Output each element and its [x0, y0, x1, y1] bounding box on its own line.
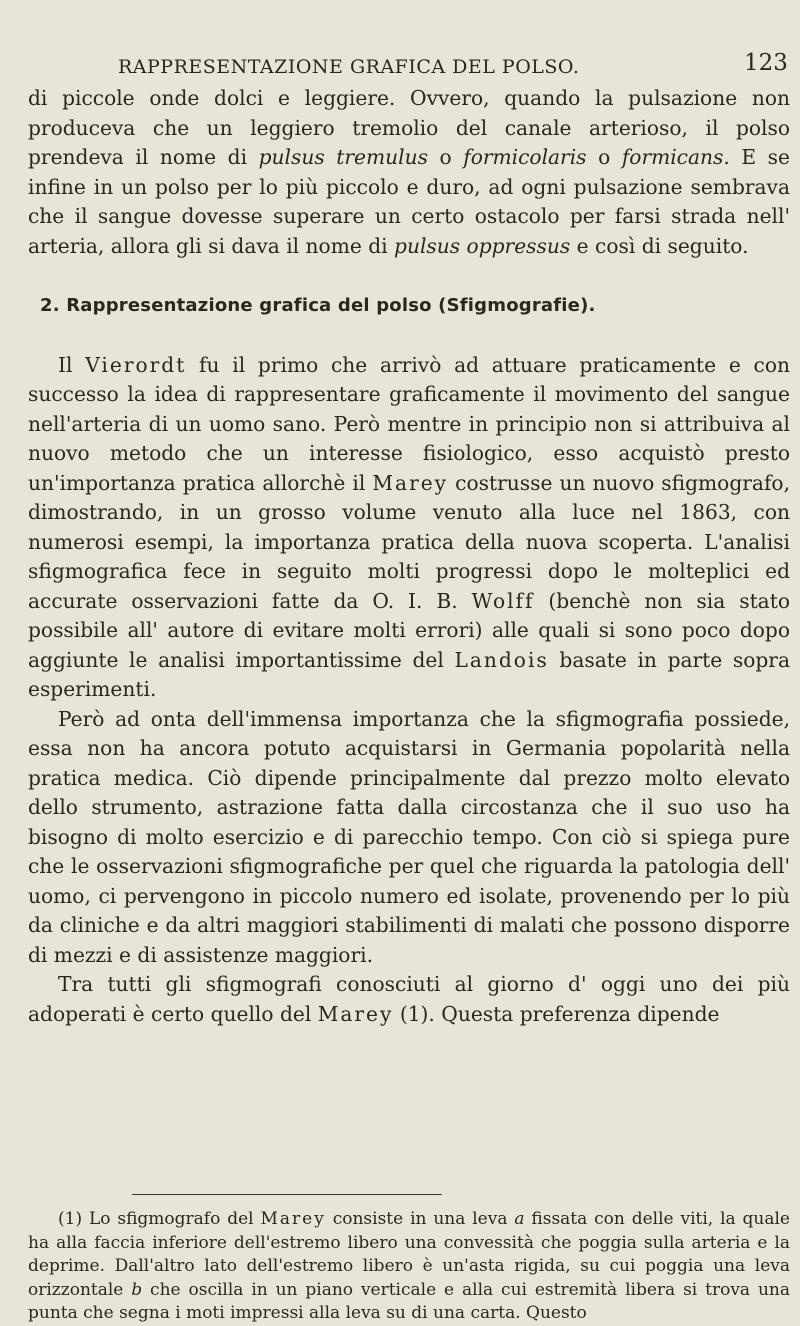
name-marey: Marey: [317, 1001, 394, 1026]
footnote: [28, 1208, 790, 1326]
term-formicolaris: formicolaris: [463, 145, 587, 169]
page-number: 123: [744, 50, 788, 76]
label-a: a: [514, 1209, 525, 1229]
footnote-text: (1) Lo sfigmografo del Marey consiste in una leva a fissata con delle viti, la quale ha alla faccia inferiore dell'estremo libero una convessità che poggia sulla arteria e la deprime. Dall'altro lato dell'estremo libero è un'asta rigida, su cui poggia una leva orizzontale b che oscilla in un piano verticale e alla cui estremità libera si trova una punta che segna i moti impressi alla leva su di una carta. Questo: [28, 1209, 791, 1323]
term-pulsus-oppressus: pulsus oppressus: [394, 233, 571, 258]
name-landois: Landois: [454, 647, 549, 672]
label-b: b: [131, 1279, 143, 1300]
page-header: [0, 50, 800, 80]
paragraph-1: di piccole onde dolci e leggiere. Ovvero, quando la pulsazione non produceva che un leggiero tremolio del canale arterioso, il polso prendeva il nome di pulsus tremulus o formicolaris o formicans. E se infine in un polso per lo più piccolo e duro, ad ogni pulsazione sembrava che il sangue dovesse superare un certo ostacolo per farsi strada nell' arteria, allora gli si dava il nome di pulsus oppressus e così di seguito.: [28, 86, 790, 258]
name-marey: Marey: [372, 470, 449, 495]
term-pulsus-tremulus: pulsus tremulus: [258, 145, 428, 169]
running-title: RAPPRESENTAZIONE GRAFICA DEL POLSO.: [118, 56, 580, 78]
paragraph-4: Tra tutti gli sfigmografi conosciuti al giorno d' oggi uno dei più adoperati è certo quello del Marey (1). Questa preferenza dipende: [28, 972, 790, 1026]
term-formicans: formicans.: [621, 145, 730, 169]
body-text: [28, 84, 790, 1029]
section-heading: 2. Rappresentazione grafica del polso (Sfigmografie).: [40, 295, 596, 316]
name-wolff: Wolff: [471, 588, 535, 613]
paragraph-3: Però ad onta dell'immensa importanza che la sfigmografia possiede, essa non ha ancora potuto acquistarsi in Germania popolarità nella pratica medica. Ciò dipende principalmente dal prezzo molto elevato dello strumento, astrazione fatta dalla circostanza che il suo uso ha bisogno di molto esercizio e di parecchio tempo. Con ciò si spiega pure che le osservazioni sfigmografiche per quel che riguarda la patologia dell' uomo, ci pervengono in piccolo numero ed isolate, provenendo per lo più da cliniche e da altri maggiori stabilimenti di malati che possono disporre di mezzi e di assistenze maggiori.: [28, 706, 790, 967]
paragraph-2: Il Vierordt fu il primo che arrivò ad attuare praticamente e con successo la idea di rappresentare graficamente il movimento del sangue nell'arteria di un uomo sano. Però mentre in principio non si attribuiva al nuovo metodo che un interesse fisiologico, esso acquistò presto un'importanza pratica allorchè il Marey costrusse un nuovo sfigmografo, dimostrando, in un grosso volume venuto alla luce nel 1863, con numerosi esempi, la importanza pratica della nuova scoperta. L'analisi sfigmografica fece in seguito molti progressi dopo le molteplici ed accurate osservazioni fatte da O. I. B. Wolff (benchè non sia stato possibile all' autore di evitare molti errori) alle quali si sono poco dopo aggiunte le analisi importantissime del Landois basate in parte sopra esperimenti.: [28, 352, 790, 701]
name-marey: Marey: [260, 1209, 326, 1229]
name-vierordt: Vierordt: [85, 352, 187, 377]
footnote-divider: [132, 1194, 442, 1195]
